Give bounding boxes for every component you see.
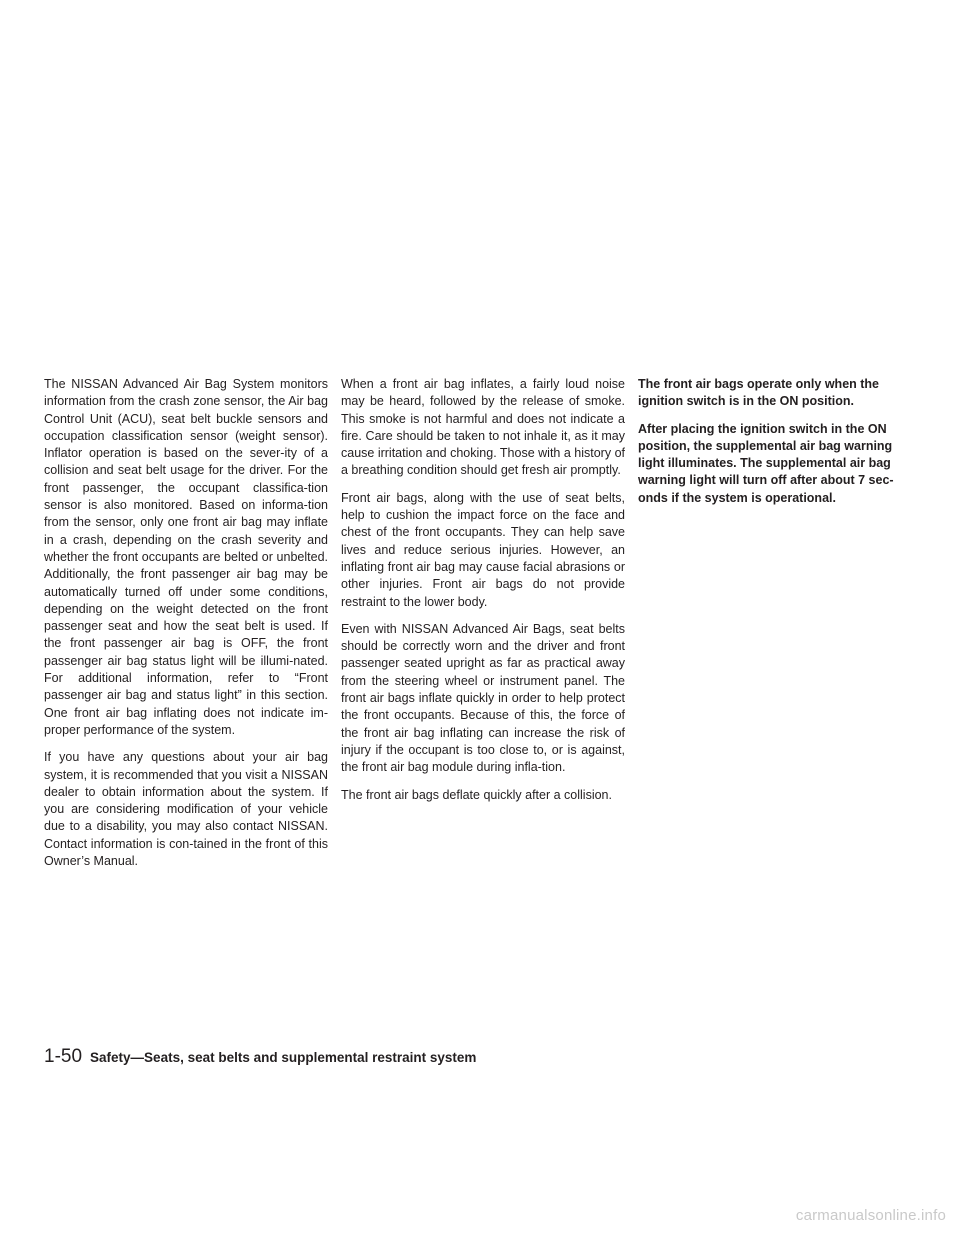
paragraph-warning-light-note: After placing the ignition switch in the ON position, the supplemental air bag warning light illuminates. The supplemental air bag warning light will turn off after about 7 sec-onds if the system is operational. bbox=[638, 421, 894, 505]
paragraph-airbag-cushion: Front air bags, along with the use of seat belts, help to cushion the impact force on the face and chest of the front occupants. They can help save lives and reduce serious injuries. However, an inflating front air bag may cause facial abrasions or other injuries. Front air bags do not provide restraint to the lower body. bbox=[341, 490, 625, 609]
text-column-middle bbox=[341, 376, 625, 814]
paragraph-ignition-on-note: The front air bags operate only when the ignition switch is in the ON position. bbox=[638, 377, 880, 409]
paragraph-seating-position: Even with NISSAN Advanced Air Bags, seat belts should be correctly worn and the driver and front passenger seated upright as far as practical away from the steering wheel or instrument panel. The front air bags inflate quickly in order to help protect the front occupants. Because of this, the force of the front air bag inflating can increase the risk of injury if the occupant is too close to, or is against, the front air bag module during infla-tion. bbox=[341, 621, 625, 775]
text-column-left bbox=[44, 376, 328, 880]
watermark-text: carmanualsonline.info bbox=[795, 1207, 946, 1224]
text-column-right bbox=[638, 376, 922, 517]
paragraph-questions-contact: If you have any questions about your air bag system, it is recommended that you visit a NISSAN dealer to obtain information about the system. If you are considering modification of your vehicle due to a disability, you may also contact NISSAN. Contact information is con-tained in the front of this Owner’s Manual. bbox=[44, 750, 328, 869]
paragraph-airbag-deflate: The front air bags deflate quickly after a collision. bbox=[341, 787, 612, 802]
paragraph-airbag-inflation-noise: When a front air bag inflates, a fairly loud noise may be heard, followed by the release of smoke. This smoke is not harmful and does not indicate a fire. Care should be taken to not inhale it, as it may cause irritation and choking. Those with a history of a breathing condition should get fresh air promptly. bbox=[341, 377, 625, 478]
page-number: 1-50 bbox=[44, 1046, 83, 1067]
section-title: Safety—Seats, seat belts and supplemental restraint system bbox=[90, 1050, 477, 1065]
page-footer bbox=[44, 1046, 744, 1074]
paragraph-advanced-airbag-system: The NISSAN Advanced Air Bag System monitors information from the crash zone sensor, the Air bag Control Unit (ACU), seat belt buckle sensors and occupation classification sensor (weight sensor). Inflator operation is based on the sever-ity of a collision and seat belt usage for the driver. For the front passenger, the occupant classifica-tion sensor is also monitored. Based on informa-tion from the sensor, only one front air bag may inflate in a crash, depending on the crash severity and whether the front occupants are belted or unbelted. Additionally, the front passenger air bag may be automatically turned off under some conditions, depending on the weight detected on the front passenger seat and how the seat belt is used. If the front passenger air bag is OFF, the front passenger air bag status light will be illumi-nated. For additional information, refer to “Front passenger air bag and status light” in this section. One front air bag inflating does not indicate im-proper performance of the system. bbox=[44, 377, 328, 737]
